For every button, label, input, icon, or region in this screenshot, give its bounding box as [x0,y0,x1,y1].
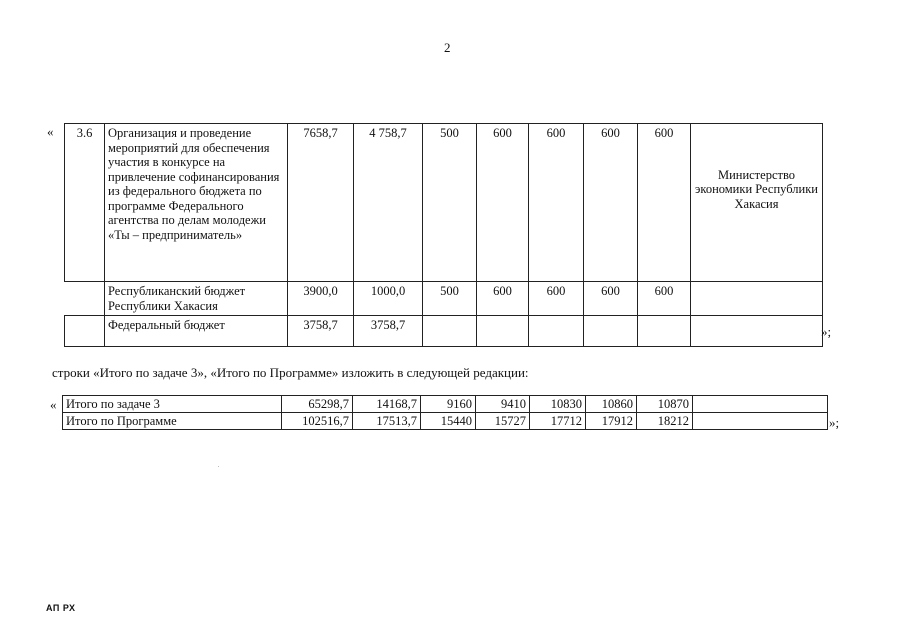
value-cell: 600 [584,124,638,282]
empty-cell [65,316,105,347]
footer-mark: АП РХ [46,603,76,613]
close-quote-table2: »; [829,415,840,430]
value-cell: 600 [638,124,691,282]
value-cell: 600 [529,124,584,282]
instruction-sentence: строки «Итого по задаче 3», «Итого по Программе» изложить в следующей редакции: [52,365,529,380]
value-cell: 9160 [421,396,476,413]
value-cell: 600 [638,282,691,316]
table-row [65,124,823,282]
value-cell: 10870 [637,396,693,413]
value-cell: 10830 [530,396,586,413]
table-row [63,396,828,413]
value-cell: 17912 [586,413,637,430]
value-cell: 7658,7 [288,124,354,282]
empty-cell [691,316,823,347]
value-cell: 18212 [637,413,693,430]
value-cell: 14168,7 [353,396,421,413]
value-cell [423,316,477,347]
value-cell [477,316,529,347]
value-cell: 600 [477,124,529,282]
item-number: 3.6 [65,124,105,282]
value-cell [584,316,638,347]
open-quote-table2: « [50,397,57,412]
value-cell: 3900,0 [288,282,354,316]
value-cell: 600 [477,282,529,316]
value-cell: 3758,7 [354,316,423,347]
table-row [63,413,828,430]
value-cell: 15440 [421,413,476,430]
value-cell: 15727 [476,413,530,430]
budget-source-label: Республиканский бюджет Республики Хакасия [105,282,288,316]
open-quote-table1: « [47,124,54,139]
close-quote-table1: »; [821,324,832,339]
table-row [65,282,823,316]
scan-speck [218,466,219,467]
table-row [65,316,823,347]
value-cell: 600 [529,282,584,316]
value-cell [638,316,691,347]
value-cell [529,316,584,347]
total-label: Итого по Программе [63,413,282,430]
program-activity-table [64,123,823,347]
value-cell: 3758,7 [288,316,354,347]
value-cell: 500 [423,282,477,316]
value-cell: 9410 [476,396,530,413]
value-cell: 102516,7 [282,413,353,430]
activity-name: Организация и проведение мероприятий для обеспечения участия в конкурсе на привлечение софинансирования из федерального бюджета по программе Федерального агентства по делам молодежи «Ты – предприниматель» [105,124,288,282]
budget-source-label: Федеральный бюджет [105,316,288,347]
value-cell: 17513,7 [353,413,421,430]
value-cell: 1000,0 [354,282,423,316]
empty-cell [65,282,105,316]
totals-table [62,395,828,430]
value-cell: 4 758,7 [354,124,423,282]
empty-cell [691,282,823,316]
page-number: 2 [444,40,451,55]
value-cell: 600 [584,282,638,316]
value-cell: 500 [423,124,477,282]
empty-cell [693,396,828,413]
value-cell: 17712 [530,413,586,430]
executor-cell: Министерство экономики Республики Хакасия [691,124,823,282]
value-cell: 10860 [586,396,637,413]
value-cell: 65298,7 [282,396,353,413]
empty-cell [693,413,828,430]
total-label: Итого по задаче 3 [63,396,282,413]
